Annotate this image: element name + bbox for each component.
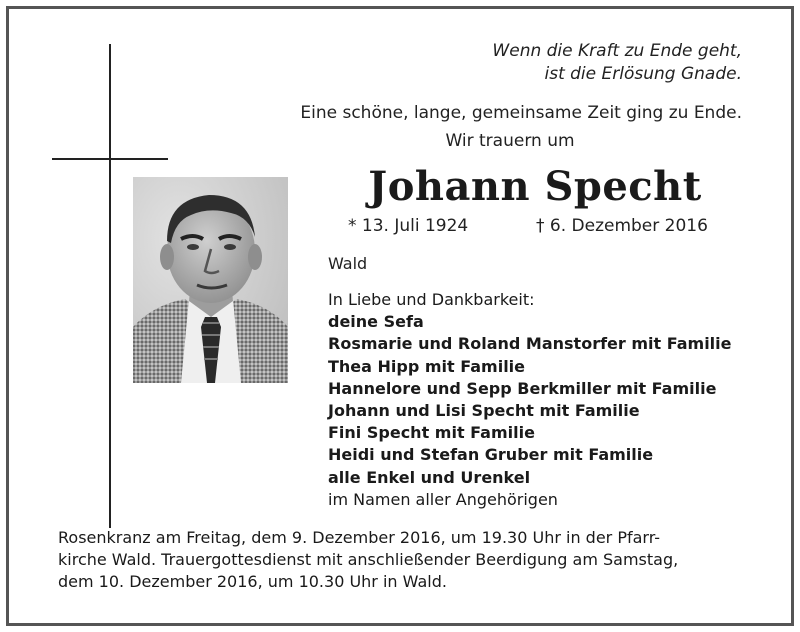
mourner-entry: Johann und Lisi Specht mit Familie xyxy=(328,401,640,421)
death-date: † 6. Dezember 2016 xyxy=(536,216,708,236)
deceased-name: Johann Specht xyxy=(368,163,702,210)
mourners-lead: In Liebe und Dankbarkeit: xyxy=(328,290,535,309)
portrait-photo xyxy=(133,177,288,383)
mourner-entry: deine Sefa xyxy=(328,312,424,332)
mourner-entry: Fini Specht mit Familie xyxy=(328,423,535,443)
mourners-list xyxy=(328,289,758,511)
mourner-entry: Rosmarie und Roland Manstorfer mit Familie xyxy=(328,334,732,354)
motto-line: Wenn die Kraft zu Ende geht, xyxy=(492,41,742,61)
service-details xyxy=(58,527,742,593)
intro-mourning: Wir trauern um xyxy=(445,131,575,151)
cross-vertical-bar xyxy=(109,44,111,528)
mourner-entry: Hannelore und Sepp Berkmiller mit Familie xyxy=(328,378,717,398)
cross-horizontal-bar xyxy=(52,158,168,160)
mourners-closing: im Namen aller Angehörigen xyxy=(328,489,558,509)
service-line: dem 10. Dezember 2016, um 10.30 Uhr in Wald. xyxy=(58,572,447,591)
mourner-entry: Thea Hipp mit Familie xyxy=(328,356,526,376)
motto-line: ist die Erlösung Gnade. xyxy=(544,64,742,84)
intro-text: Eine schöne, lange, gemeinsame Zeit ging zu Ende. xyxy=(300,103,742,123)
service-line: kirche Wald. Trauergottesdienst mit anschließender Beerdigung am Samstag, xyxy=(58,550,679,569)
service-line: Rosenkranz am Freitag, dem 9. Dezember 2016, um 19.30 Uhr in der Pfarr- xyxy=(58,528,661,547)
mourner-entry: alle Enkel und Urenkel xyxy=(328,467,531,487)
place-of-residence: Wald xyxy=(328,254,368,273)
motto xyxy=(422,40,742,86)
birth-date: * 13. Juli 1924 xyxy=(348,216,469,236)
mourner-entry: Heidi und Stefan Gruber mit Familie xyxy=(328,445,654,465)
